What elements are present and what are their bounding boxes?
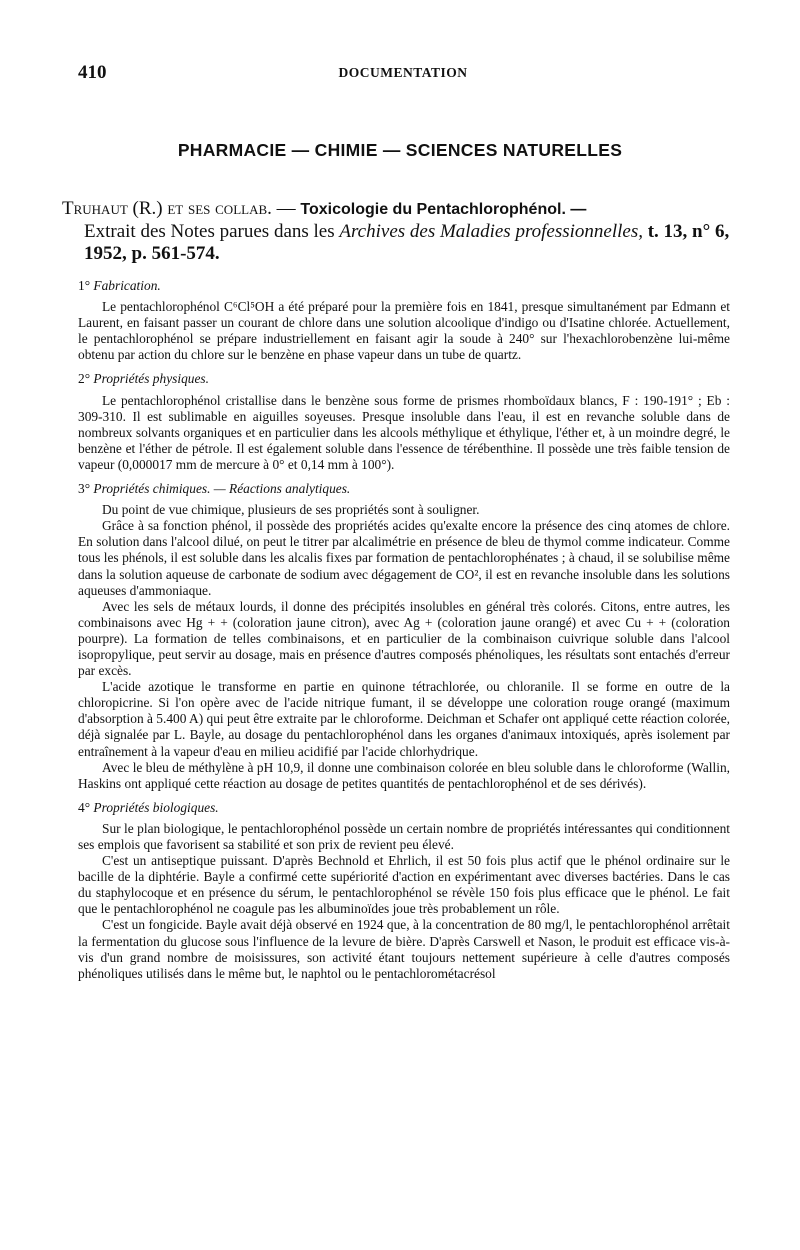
section-fabrication — [78, 278, 730, 363]
section-title: Propriétés chimiques. — Réactions analytiques. — [93, 481, 351, 497]
section-biological-properties — [78, 800, 730, 982]
paragraph: Le pentachlorophénol C⁶Cl⁵OH a été préparé pour la première fois en 1841, presque simultanément par Edmann et Laurent, en faisant passer un courant de chlore dans une solution alcoolique d'indigo ou d'Isatine chlorée. Actuellement, le pentachlorophénol se prépare industriellement en faisant agir la soude à 240° sur l'hexachlorobenzène lui-même obtenu par action du chlore sur le benzène en phase vapeur dans un tube de quartz. — [78, 299, 730, 363]
section-heading-physical-properties — [78, 371, 730, 387]
section-number: 3° — [78, 481, 91, 497]
article-author: Truhaut (R.) et ses collab. — — [62, 198, 296, 219]
paragraph: Avec les sels de métaux lourds, il donne des précipités insolubles en général très colorés. Citons, entre autres, les combinaisons avec Hg + + (coloration jaune citron), avec Ag + (coloration jaune orangé) et avec Cu + + (coloration pourpre). La formation de telles combinaisons, et en particulier de la combinaison cuivrique soluble dans l'alcool isopropylique, peut servir au dosage, mais en présence d'autres composés phénoliques, les résultats sont entachés d'erreur par excès. — [78, 598, 730, 679]
section-title: Fabrication. — [93, 278, 161, 293]
paragraph: L'acide azotique le transforme en partie en quinone tétrachlorée, ou chloranile. Il se forme en outre de la chloropicrine. Si l'on opère avec de l'acide nitrique fumant, il se développe une coloration rouge orangé (maximum d'absorption à 5.400 A) qui peut être extraite par le chloroforme. Deichman et Schafer ont appliqué cette réaction colorée, déjà signalée par L. Bayle, au dosage du pentachlorophénol dans les organes d'animaux intoxiqués, après isolement par entraînement à la vapeur d'eau en milieu acidifié par l'acide chlorhydrique. — [78, 679, 730, 759]
section-title: Propriétés physiques. — [93, 371, 209, 387]
running-title: DOCUMENTATION — [338, 65, 468, 80]
section-chemical-properties — [78, 481, 730, 792]
article-title: Toxicologie du Pentachlorophénol. — — [300, 201, 587, 218]
article-journal: Archives des Maladies professionnelles, — [339, 221, 643, 242]
section-heading-chemical-properties — [78, 481, 730, 497]
section-number: 2° — [78, 371, 91, 387]
paragraph: Du point de vue chimique, plusieurs de ses propriétés sont à souligner. — [102, 502, 480, 518]
paragraph: C'est un antiseptique puissant. D'après Bechnold et Ehrlich, il est 50 fois plus actif que le phénol ordinaire sur le bacille de la diphtérie. Bayle a confirmé cette supériorité d'action en expérimentant avec diverses bactéries. Dans le cas du staphylocoque et en présence du sérum, le pentachlorophénol se révèle 150 fois plus efficace que le phénol. Le fait que le pentachlorophénol ne coagule pas les albuminoïdes joue très probablement un rôle. — [78, 853, 730, 917]
section-number: 4° — [78, 799, 91, 815]
page-number: 410 — [78, 62, 107, 83]
section-heading: PHARMACIE — CHIMIE — SCIENCES NATURELLES — [177, 140, 623, 160]
paragraph: Grâce à sa fonction phénol, il possède des propriétés acides qu'exalte encore la présence des cinq atomes de chlore. En solution dans l'alcool dilué, on peut le titrer par alcalimétrie en présence de bleu de thymol comme indicateur. Comme tous les phénols, il est soluble dans les alcalis fixes par formation de pentachlorophénates ; à chaud, il se solubilise même dans la solution aqueuse de carbonate de sodium avec dégagement de CO², il est en revanche insoluble dans les solutions aqueuses d'ammoniaque. — [78, 518, 730, 598]
article-reference — [62, 198, 740, 265]
section-physical-properties — [78, 371, 730, 473]
article-citation: t. 13, n° 6, 1952, p. 561-574. — [84, 221, 730, 264]
article-body — [78, 278, 730, 990]
paragraph: C'est un fongicide. Bayle avait déjà observé en 1924 que, à la concentration de 80 mg/l, le pentachlorophénol arrêtait la fermentation du glucose sous l'influence de la levure de bière. D'après Carswell et Nason, le produit est efficace vis-à-vis d'un grand nombre de moisissures, son activité étant toujours nettement supérieure à celle d'autres composés phénoliques utilisés dans le même but, le naphtol ou le pentachlorométacrésol — [78, 917, 730, 981]
article-source-prefix: Extrait des Notes parues dans les — [84, 221, 335, 242]
section-heading-fabrication — [78, 278, 730, 294]
section-number: 1° — [78, 278, 91, 293]
paragraph: Avec le bleu de méthylène à pH 10,9, il donne une combinaison colorée en bleu soluble dans le chloroforme (Wallin, Haskins ont appliqué cette réaction au dosage de petites quantités de pentachlorophénol et de ses dérivés). — [78, 759, 730, 791]
running-head — [78, 62, 728, 84]
section-heading-biological-properties — [78, 800, 730, 816]
paragraph: Le pentachlorophénol cristallise dans le benzène sous forme de prismes rhomboïdaux blancs, F : 190-191° ; Eb : 309-310. Il est sublimable en aiguilles soyeuses. Presque insoluble dans l'eau, il est en revanche soluble dans de nombreux solvants organiques et en particulier dans les alcools méthylique et éthylique, l'éther et, à un moindre degré, le benzène et l'éther de pétrole. Il est également soluble dans l'essence de térébenthine. Il possède une très faible tension de vapeur (0,000017 mm de mercure à 0° et 0,14 mm à 100°). — [78, 392, 730, 472]
paragraph: Sur le plan biologique, le pentachlorophénol possède un certain nombre de propriétés intéressantes qui conditionnent ses emplois que favorisent sa stabilité et son prix de revient peu élevé. — [78, 820, 730, 852]
section-title: Propriétés biologiques. — [93, 799, 219, 815]
